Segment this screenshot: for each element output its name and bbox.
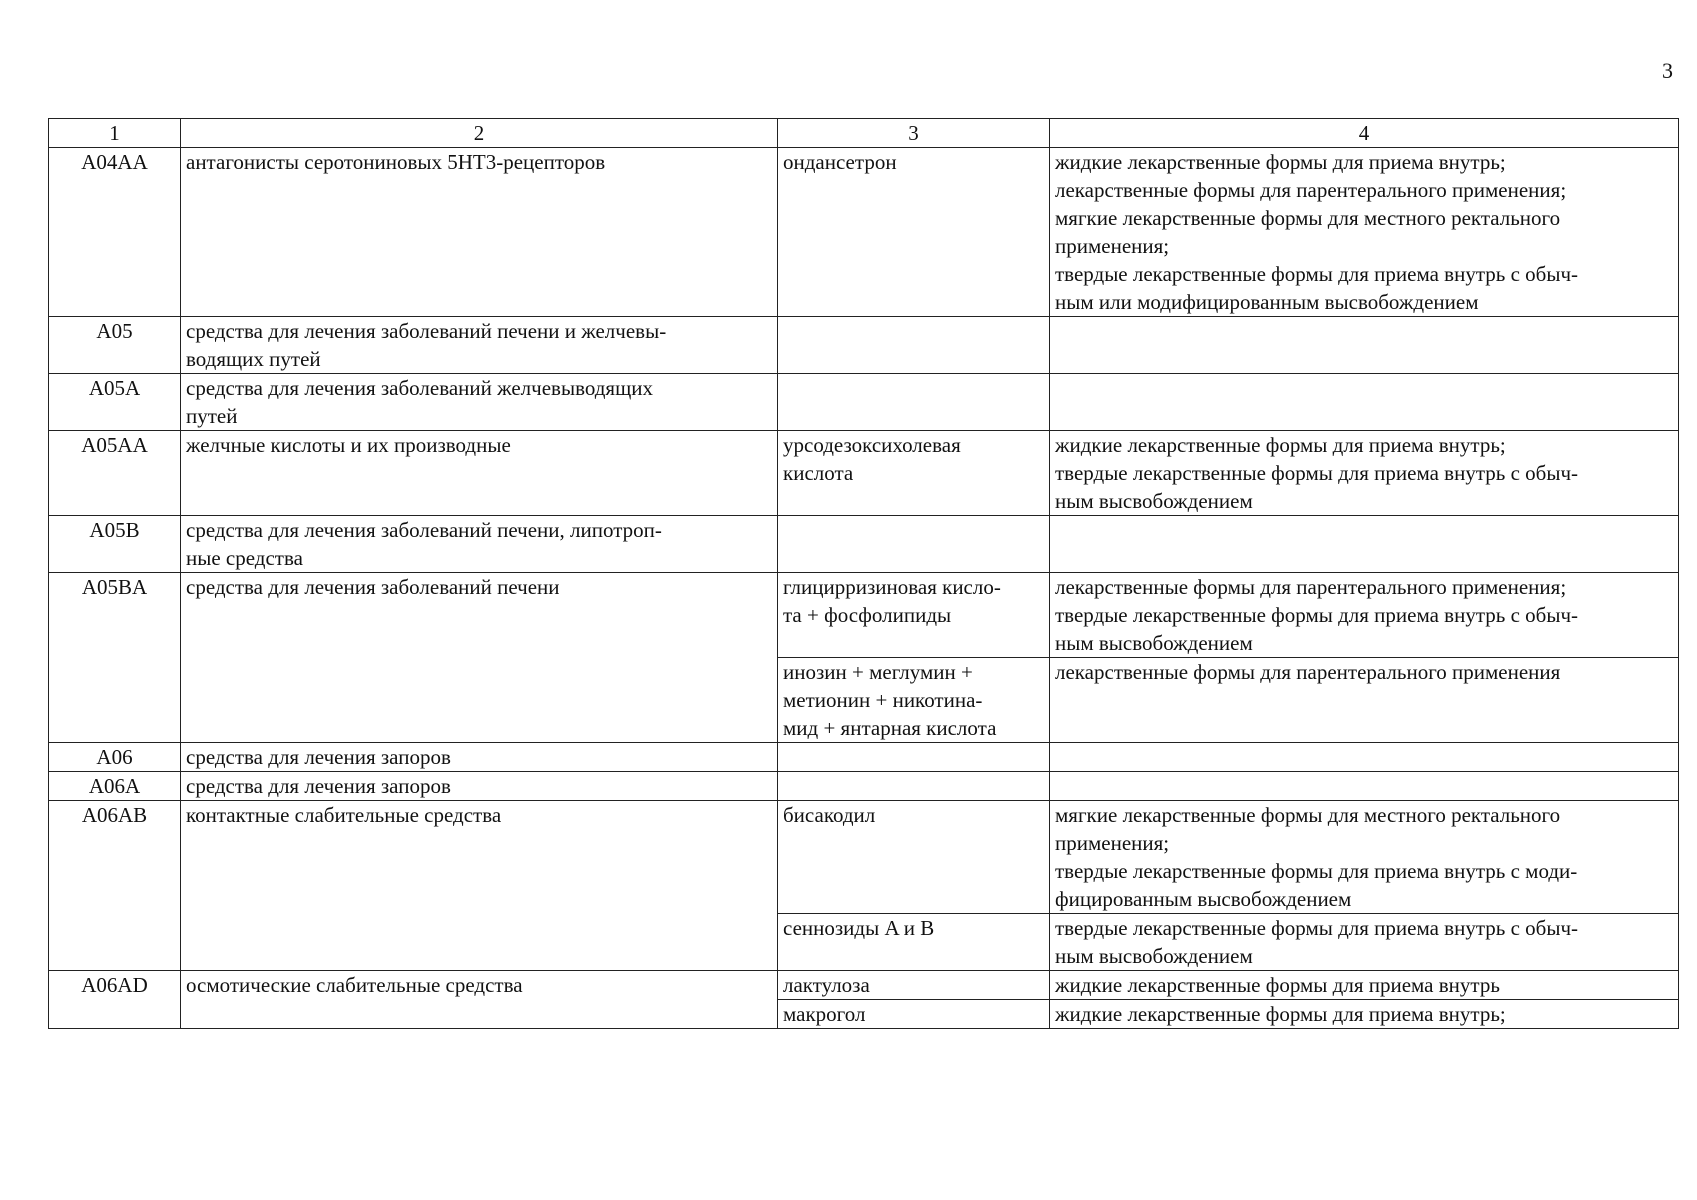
group-text: средства для лечения заболеваний печени: [186, 575, 560, 599]
group-cell: [181, 573, 778, 743]
page-number: 3: [1662, 58, 1673, 83]
drug-name-text: лактулоза: [783, 973, 870, 997]
dosage-forms-cell: [1050, 374, 1679, 431]
drug-name-text: кислота: [783, 461, 854, 485]
header-row: [49, 119, 1679, 148]
drug-name-cell: [778, 772, 1050, 801]
drug-name-text: бисакодил: [783, 803, 876, 827]
dosage-forms-cell: [1050, 431, 1679, 516]
medication-table: [48, 118, 1679, 1029]
dosage-form-text: ным высвобождением: [1055, 631, 1253, 655]
atc-code-cell: A05: [49, 317, 181, 374]
dosage-form-text: жидкие лекарственные формы для приема внутрь;: [1055, 433, 1506, 457]
group-text: путей: [186, 404, 238, 428]
atc-code-cell: A05B: [49, 516, 181, 573]
table-row: [49, 374, 1679, 431]
dosage-forms-cell: [1050, 914, 1679, 971]
dosage-form-text: жидкие лекарственные формы для приема внутрь;: [1055, 150, 1506, 174]
drug-name-cell: [778, 431, 1050, 516]
dosage-form-text: жидкие лекарственные формы для приема внутрь: [1055, 973, 1500, 997]
group-cell: [181, 374, 778, 431]
atc-code-cell: A06A: [49, 772, 181, 801]
table-row: [49, 971, 1679, 1000]
dosage-form-text: фицированным высвобождением: [1055, 887, 1352, 911]
dosage-form-text: жидкие лекарственные формы для приема внутрь;: [1055, 1002, 1506, 1026]
drug-name-cell: [778, 516, 1050, 573]
dosage-form-text: твердые лекарственные формы для приема внутрь с обыч-: [1055, 916, 1579, 940]
dosage-forms-cell: [1050, 573, 1679, 658]
group-text: средства для лечения запоров: [186, 745, 451, 769]
group-cell: [181, 772, 778, 801]
dosage-form-text: лекарственные формы для парентерального применения: [1055, 660, 1561, 684]
dosage-form-text: твердые лекарственные формы для приема внутрь с моди-: [1055, 859, 1578, 883]
table-row: [49, 431, 1679, 516]
atc-code-cell: A04AA: [49, 148, 181, 317]
drug-name-text: глицирризиновая кисло-: [783, 575, 1001, 599]
group-cell: [181, 516, 778, 573]
table-row: [49, 148, 1679, 317]
group-cell: [181, 317, 778, 374]
dosage-forms-cell: [1050, 658, 1679, 743]
dosage-form-text: лекарственные формы для парентерального применения;: [1055, 178, 1567, 202]
atc-code-cell: A05AA: [49, 431, 181, 516]
group-text: средства для лечения заболеваний желчевыводящих: [186, 376, 653, 400]
group-text: средства для лечения заболеваний печени, липотроп-: [186, 518, 662, 542]
dosage-forms-cell: [1050, 743, 1679, 772]
dosage-form-text: лекарственные формы для парентерального применения;: [1055, 575, 1567, 599]
dosage-forms-cell: [1050, 516, 1679, 573]
drug-name-cell: [778, 148, 1050, 317]
dosage-forms-cell: [1050, 148, 1679, 317]
drug-name-text: та + фосфолипиды: [783, 603, 952, 627]
dosage-form-text: ным высвобождением: [1055, 944, 1253, 968]
dosage-forms-cell: [1050, 772, 1679, 801]
dosage-form-text: твердые лекарственные формы для приема внутрь с обыч-: [1055, 603, 1579, 627]
dosage-forms-cell: [1050, 317, 1679, 374]
dosage-form-text: мягкие лекарственные формы для местного ректального: [1055, 803, 1561, 827]
column-header-4: 4: [1050, 119, 1679, 148]
group-text: контактные слабительные средства: [186, 803, 502, 827]
group-cell: [181, 431, 778, 516]
group-text: желчные кислоты и их производные: [186, 433, 511, 457]
dosage-form-text: применения;: [1055, 234, 1170, 258]
atc-code-cell: A05BA: [49, 573, 181, 743]
atc-code-cell: A06AD: [49, 971, 181, 1029]
drug-name-text: урсодезоксихолевая: [783, 433, 961, 457]
drug-name-cell: [778, 1000, 1050, 1029]
atc-code-cell: A06AB: [49, 801, 181, 971]
dosage-form-text: ным или модифицированным высвобождением: [1055, 290, 1479, 314]
dosage-form-text: применения;: [1055, 831, 1170, 855]
dosage-forms-cell: [1050, 1000, 1679, 1029]
drug-name-text: мид + янтарная кислота: [783, 716, 997, 740]
table-row: [49, 743, 1679, 772]
atc-code-cell: A06: [49, 743, 181, 772]
table-row: [49, 516, 1679, 573]
group-text: средства для лечения запоров: [186, 774, 451, 798]
drug-name-text: сеннозиды A и B: [783, 916, 935, 940]
dosage-forms-cell: [1050, 971, 1679, 1000]
dosage-form-text: ным высвобождением: [1055, 489, 1253, 513]
group-text: ные средства: [186, 546, 303, 570]
group-text: средства для лечения заболеваний печени и желчевы-: [186, 319, 667, 343]
drug-name-text: инозин + меглумин +: [783, 660, 973, 684]
table-body: [49, 148, 1679, 1029]
drug-name-cell: [778, 914, 1050, 971]
group-cell: [181, 148, 778, 317]
group-text: водящих путей: [186, 347, 321, 371]
drug-name-cell: [778, 801, 1050, 914]
drug-name-cell: [778, 743, 1050, 772]
table-row: [49, 801, 1679, 914]
group-text: антагонисты серотониновых 5HT3-рецепторов: [186, 150, 606, 174]
drug-name-text: ондансетрон: [783, 150, 897, 174]
group-text: осмотические слабительные средства: [186, 973, 523, 997]
table-row: [49, 317, 1679, 374]
table-row: [49, 573, 1679, 658]
drug-name-cell: [778, 317, 1050, 374]
column-header-1: 1: [49, 119, 181, 148]
group-cell: [181, 743, 778, 772]
dosage-forms-cell: [1050, 801, 1679, 914]
dosage-form-text: твердые лекарственные формы для приема внутрь с обыч-: [1055, 461, 1579, 485]
group-cell: [181, 801, 778, 971]
drug-name-cell: [778, 658, 1050, 743]
drug-name-cell: [778, 374, 1050, 431]
drug-name-cell: [778, 573, 1050, 658]
table-row: [49, 772, 1679, 801]
atc-code-cell: A05A: [49, 374, 181, 431]
drug-name-cell: [778, 971, 1050, 1000]
drug-name-text: метионин + никотина-: [783, 688, 983, 712]
column-header-3: 3: [778, 119, 1050, 148]
column-header-2: 2: [181, 119, 778, 148]
drug-name-text: макрогол: [783, 1002, 866, 1026]
dosage-form-text: мягкие лекарственные формы для местного ректального: [1055, 206, 1561, 230]
group-cell: [181, 971, 778, 1029]
dosage-form-text: твердые лекарственные формы для приема внутрь с обыч-: [1055, 262, 1579, 286]
